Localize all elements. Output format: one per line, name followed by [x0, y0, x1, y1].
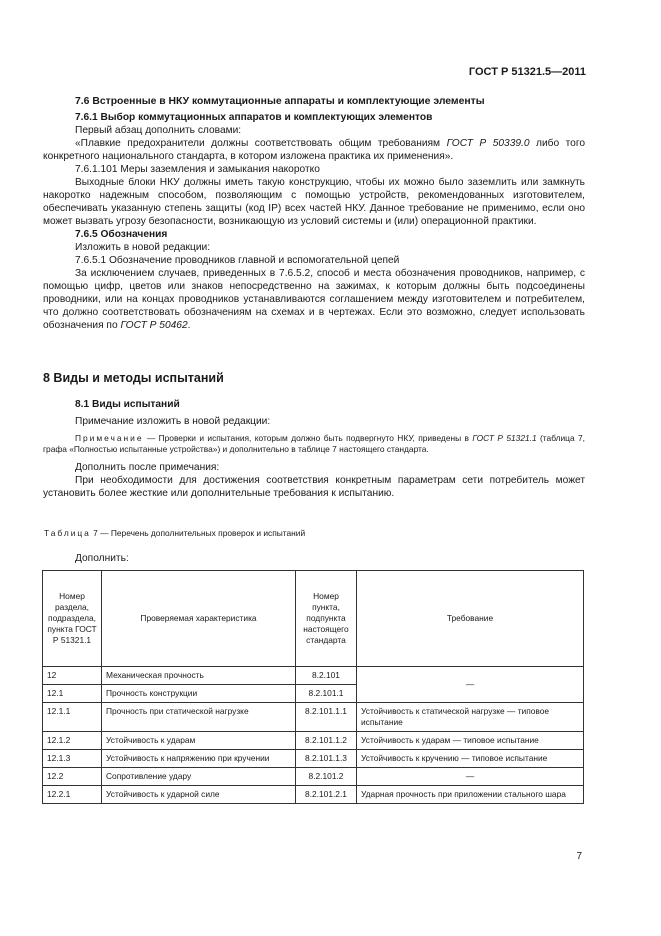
section-7-6-5-1-title: 7.6.5.1 Обозначение проводников главной и вспомогательной цепей	[75, 255, 400, 266]
row-num: 12.1.2	[43, 732, 102, 750]
section-7-6-1-para-1: Первый абзац дополнить словами:	[75, 125, 242, 136]
gost-51321-1-ref: ГОСТ Р 51321.1	[472, 433, 537, 443]
table-row	[43, 768, 584, 786]
table-row	[43, 703, 584, 732]
para-2-pre: «Плавкие предохранители должны соответствовать общим требованиям	[75, 138, 447, 149]
note-post: (таблица 7, графа «Полностью испытанные устройства») и дополнительно в таблице 7 настоящего стандарта.	[43, 433, 585, 454]
page-number: 7	[576, 851, 582, 862]
section-7-6-title: 7.6 Встроенные в НКУ коммутационные аппараты и комплектующие элементы	[75, 96, 485, 107]
section-8-1-note	[43, 433, 585, 455]
row-requirement: —	[357, 768, 584, 786]
section-8-1-para-1: Примечание изложить в новой редакции:	[75, 416, 271, 427]
table-7-intro: Дополнить:	[75, 553, 129, 564]
standard-code-header: ГОСТ Р 51321.5—2011	[468, 66, 586, 78]
row-clause: 8.2.101.1.2	[296, 732, 357, 750]
table-caption-label: Таблица	[44, 528, 91, 538]
row-num: 12	[43, 667, 102, 685]
row-num: 12.1	[43, 685, 102, 703]
table-row	[43, 667, 584, 685]
section-8-1-title: 8.1 Виды испытаний	[75, 399, 180, 410]
s7651-text-pre: За исключением случаев, приведенных в 7.6.5.2, способ и места обозначения проводников, например, с помощью цифр, цветов или знаков непосредственно на зажимах, к которым должны быть подсоединены проводники, или на концах проводников устанавливаются соглашением между изготовителем и потребителем, что должно соответствовать обозначениям на схемах и в чертежах. Если это возможно, следует использовать обозначения по	[43, 268, 585, 331]
row-num: 12.2.1	[43, 786, 102, 804]
row-characteristic: Устойчивость к напряжению при кручении	[102, 750, 296, 768]
row-characteristic: Прочность при статической нагрузке	[102, 703, 296, 732]
row-requirement: Устойчивость к кручению — типовое испытание	[357, 750, 584, 768]
s7651-text-post: .	[187, 320, 191, 331]
table-row	[43, 750, 584, 768]
note-label: Примечание	[75, 433, 144, 443]
row-requirement: —	[357, 667, 584, 703]
row-characteristic: Устойчивость к ударам	[102, 732, 296, 750]
section-7-6-5-1-text	[43, 267, 585, 332]
section-7-6-5-title: 7.6.5 Обозначения	[75, 229, 168, 240]
row-characteristic: Сопротивление удару	[102, 768, 296, 786]
row-clause: 8.2.101.1.1	[296, 703, 357, 732]
row-clause: 8.2.101.1	[296, 685, 357, 703]
section-8-1-para-3: При необходимости для достижения соответствия конкретным параметрам сети потребитель может установить более жесткие или дополнительные требования к испытанию.	[43, 475, 585, 499]
section-8-title: 8 Виды и методы испытаний	[43, 371, 224, 385]
row-num: 12.2	[43, 768, 102, 786]
row-characteristic: Прочность конструкции	[102, 685, 296, 703]
row-clause: 8.2.101	[296, 667, 357, 685]
table-7	[42, 570, 584, 804]
table-row	[43, 732, 584, 750]
section-8-1-para-2: Дополнить после примечания:	[75, 462, 220, 473]
row-characteristic: Механическая прочность	[102, 667, 296, 685]
header-characteristic: Проверяемая характеристика	[102, 571, 296, 667]
row-num: 12.1.3	[43, 750, 102, 768]
section-7-6-1-title: 7.6.1 Выбор коммутационных аппаратов и комплектующих элементов	[75, 112, 433, 123]
row-requirement: Устойчивость к статической нагрузке — типовое испытание	[357, 703, 584, 732]
row-characteristic: Устойчивость к ударной силе	[102, 786, 296, 804]
row-clause: 8.2.101.2	[296, 768, 357, 786]
row-requirement: Устойчивость к ударам — типовое испытание	[357, 732, 584, 750]
para-2-post: либо того конкретного национального стандарта, в котором изложена практика их применения».	[43, 138, 586, 162]
section-7-6-5-para-1: Изложить в новой редакции:	[75, 242, 211, 253]
table-row	[43, 786, 584, 804]
section-7-6	[43, 95, 586, 332]
row-num: 12.1.1	[43, 703, 102, 732]
gost-50462-ref: ГОСТ Р 50462	[120, 320, 188, 331]
row-requirement: Ударная прочность при приложении стального шара	[357, 786, 584, 804]
table-caption-text: 7 — Перечень дополнительных проверок и испытаний	[90, 528, 306, 538]
header-clause: Номер пункта, подпункта настоящего стандарта	[296, 571, 357, 667]
header-section: Номер раздела, подраздела, пункта ГОСТ Р 51321.1	[43, 571, 102, 667]
note-pre: — Проверки и испытания, которым должно быть подвергнуто НКУ, приведены в	[143, 433, 473, 443]
section-7-6-1-101-title: 7.6.1.101 Меры заземления и замыкания накоротко	[75, 164, 320, 175]
header-requirement: Требование	[357, 571, 584, 667]
section-7-6-1-101-text: Выходные блоки НКУ должны иметь такую конструкцию, чтобы их можно было заземлить или замкнуть накоротко надежным способом, позволяющим с помощью устройств, рекомендованных изготовителем, обеспечивать указанную степень защиты (код IP) всех частей НКУ. Данное требование не применимо, если оно может вызвать угрозу безопасности, возникающую из условий системы и (или) операционной практики.	[43, 177, 585, 227]
section-7-6-1-para-2	[43, 137, 585, 163]
table-header-row	[43, 571, 584, 667]
section-8	[43, 371, 585, 500]
table-7-caption	[44, 528, 584, 539]
row-clause: 8.2.101.1.3	[296, 750, 357, 768]
row-clause: 8.2.101.2.1	[296, 786, 357, 804]
gost-50339-ref: ГОСТ Р 50339.0	[446, 138, 530, 149]
